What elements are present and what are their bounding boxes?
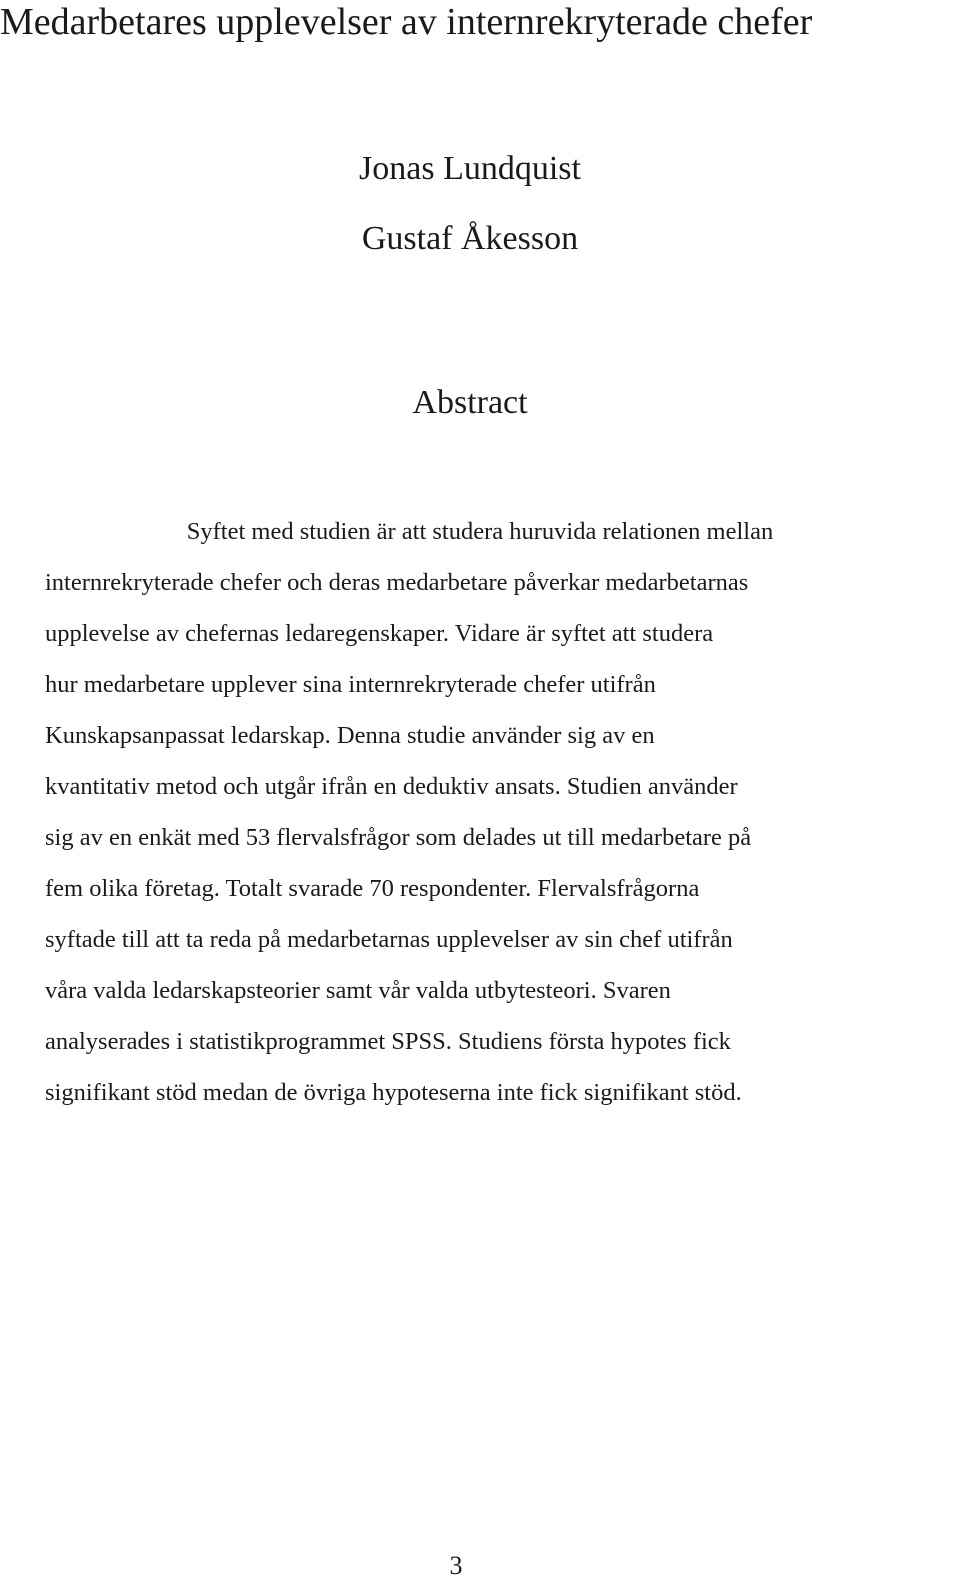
abstract-line: hur medarbetare upplever sina internrekryterade chefer utifrån: [45, 671, 656, 698]
abstract-line: signifikant stöd medan de övriga hypoteserna inte fick signifikant stöd.: [45, 1079, 742, 1106]
page-number: 3: [449, 1551, 463, 1580]
abstract-line: Kunskapsanpassat ledarskap. Denna studie använder sig av en: [45, 722, 655, 749]
abstract-line: våra valda ledarskapsteorier samt vår valda utbytesteori. Svaren: [45, 977, 671, 1004]
abstract-line: fem olika företag. Totalt svarade 70 respondenter. Flervalsfrågorna: [45, 875, 700, 902]
author-name: Jonas Lundquist: [359, 150, 581, 187]
abstract-body: [45, 506, 915, 1118]
abstract-line: internrekryterade chefer och deras medarbetare påverkar medarbetarnas: [45, 569, 749, 596]
abstract-line: syftade till att ta reda på medarbetarnas upplevelser av sin chef utifrån: [45, 926, 733, 953]
author-name: Gustaf Åkesson: [361, 220, 579, 257]
abstract-line: Syftet med studien är att studera huruvida relationen mellan: [186, 518, 774, 545]
document-title: Medarbetares upplevelser av internrekryterade chefer: [0, 1, 813, 43]
abstract-line: upplevelse av chefernas ledaregenskaper. Vidare är syftet att studera: [45, 620, 714, 647]
abstract-line: kvantitativ metod och utgår ifrån en deduktiv ansats. Studien använder: [45, 773, 738, 800]
abstract-line: analyserades i statistikprogrammet SPSS. Studiens första hypotes fick: [45, 1028, 731, 1055]
abstract-line: sig av en enkät med 53 flervalsfrågor som delades ut till medarbetare på: [45, 824, 752, 851]
abstract-heading: Abstract: [412, 384, 528, 421]
